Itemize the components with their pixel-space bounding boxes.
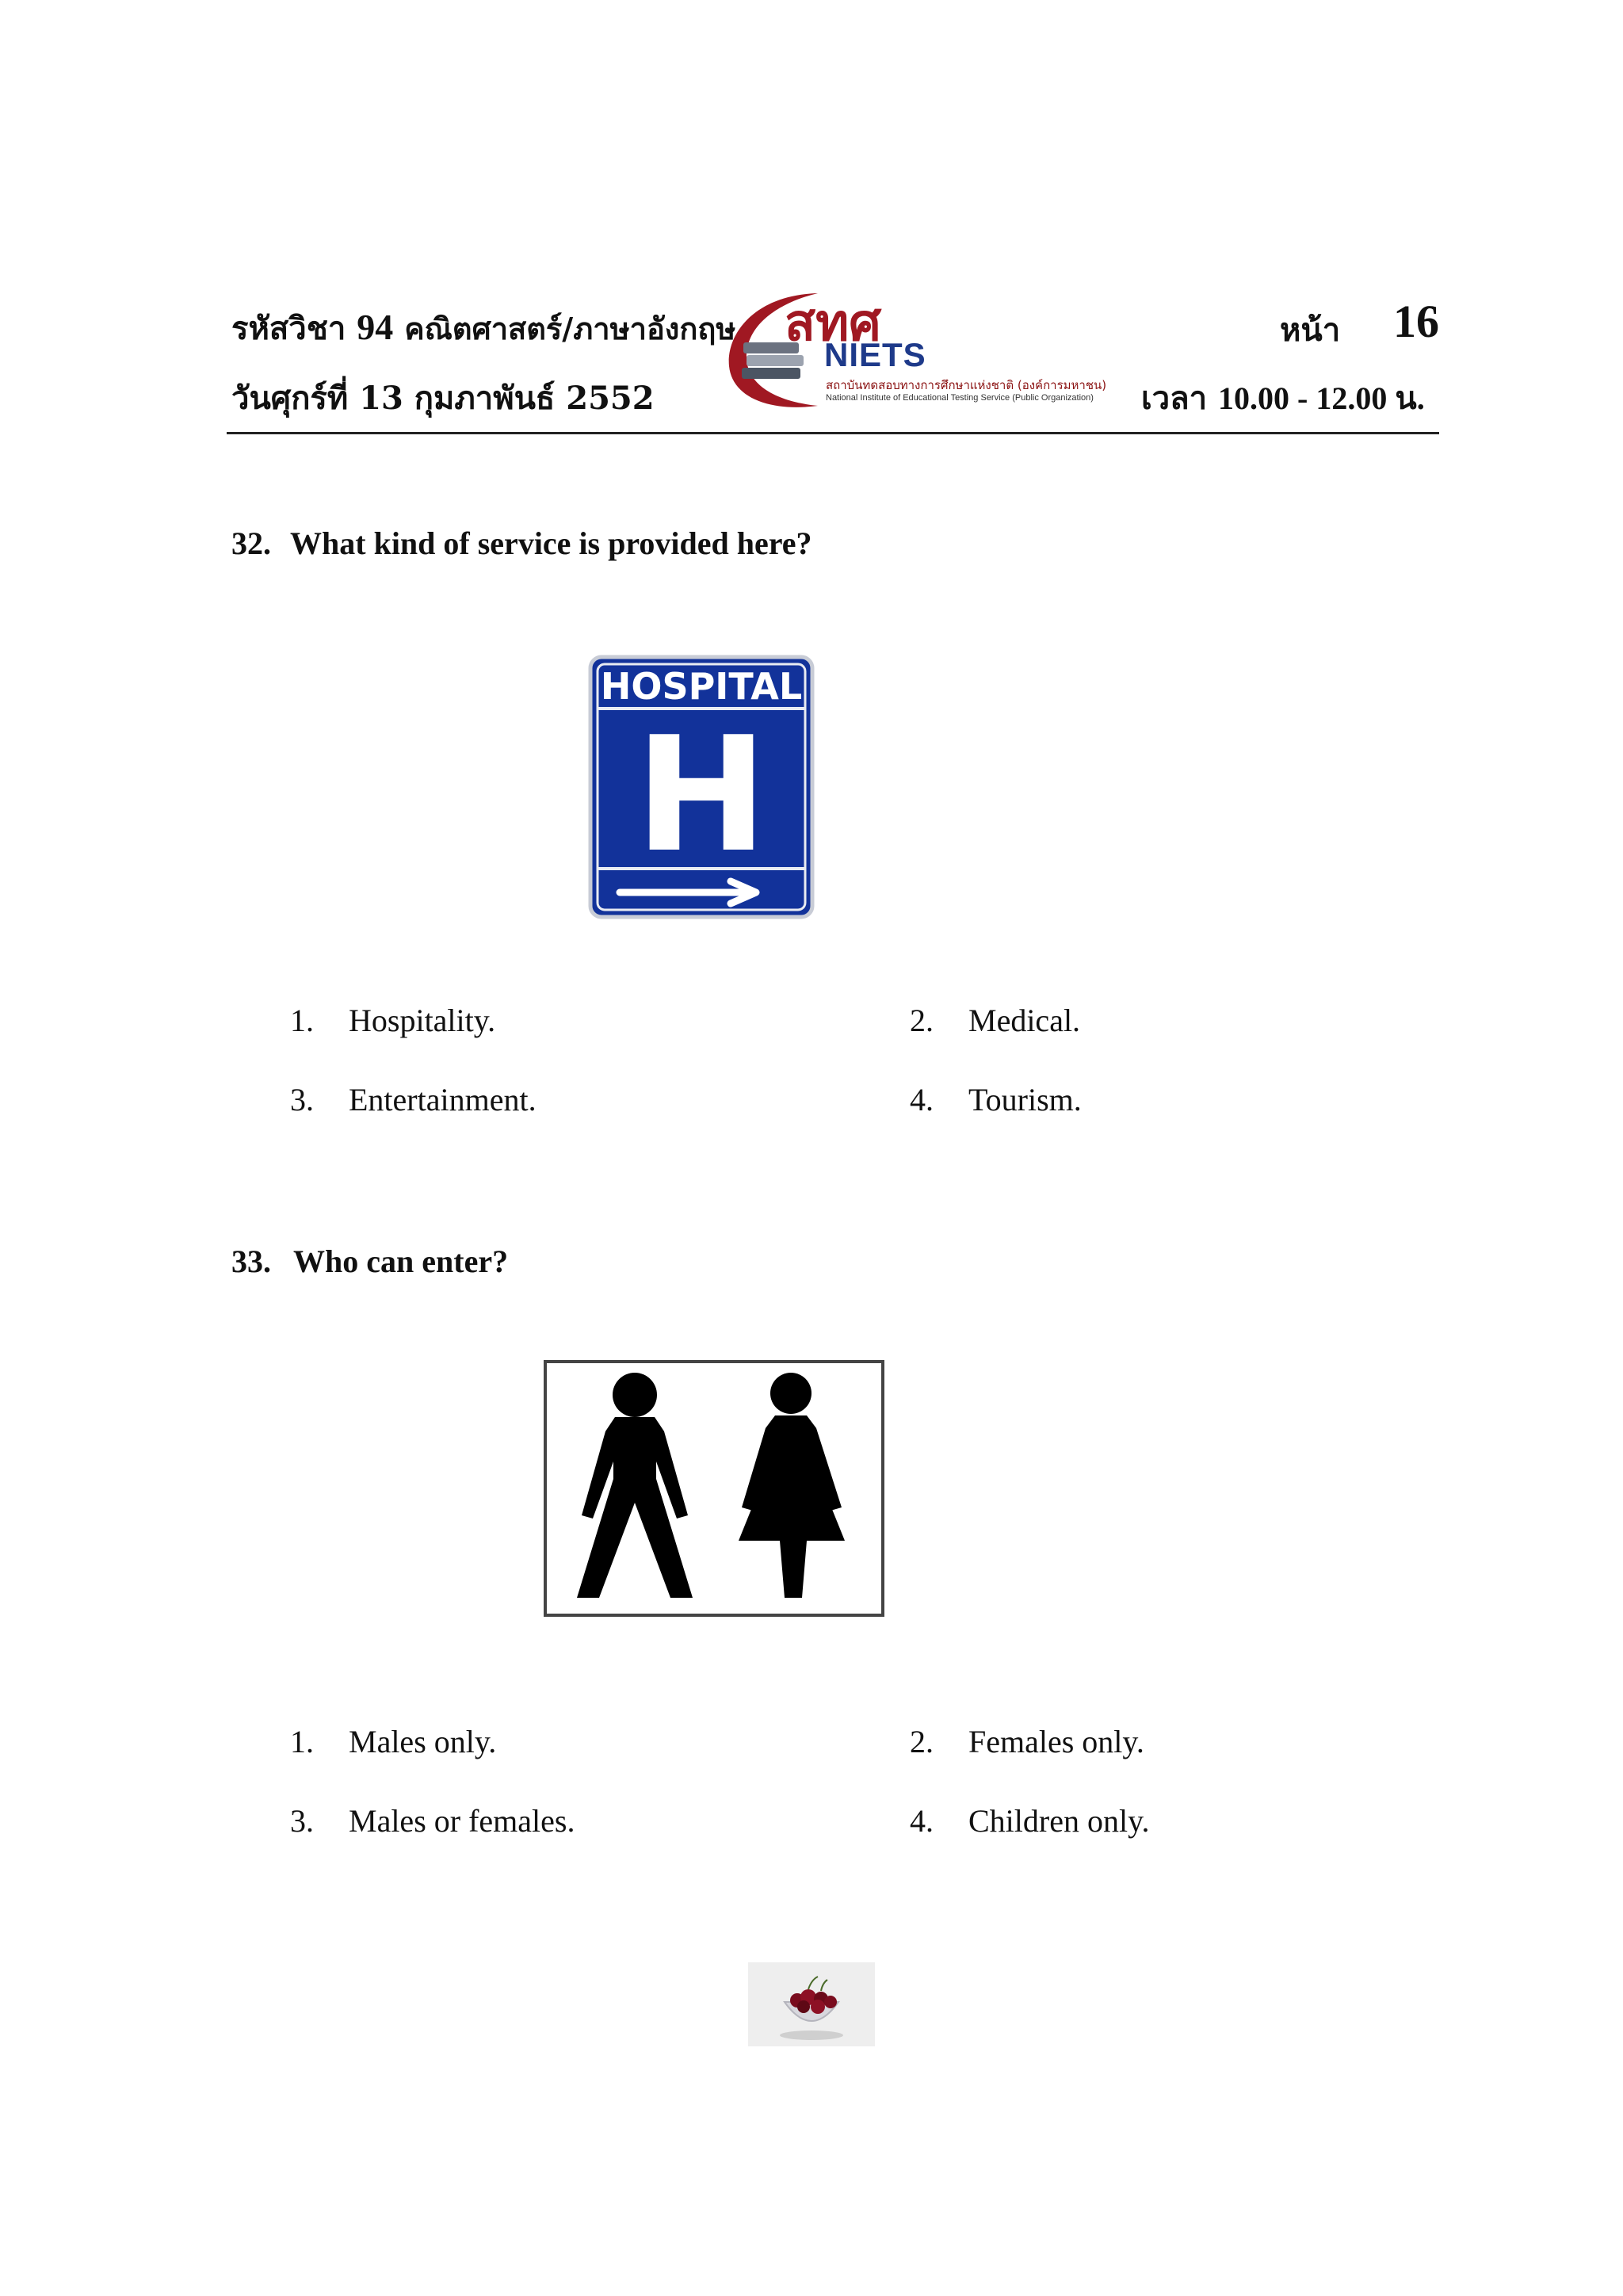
header-time xyxy=(1141,372,1425,423)
option-33-1[interactable] xyxy=(290,1723,496,1760)
option-text: Entertainment. xyxy=(349,1082,537,1117)
option-number: 1. xyxy=(290,1003,314,1038)
option-text: Females only. xyxy=(968,1724,1144,1759)
time-label: เวลา xyxy=(1141,380,1208,417)
page-number: 16 xyxy=(1393,296,1439,347)
option-text: Children only. xyxy=(968,1803,1150,1839)
option-32-3[interactable] xyxy=(290,1081,537,1118)
option-number: 1. xyxy=(290,1724,314,1759)
question-text: What kind of service is provided here? xyxy=(290,525,812,561)
option-number: 3. xyxy=(290,1082,314,1117)
logo-thai-name: สถาบันทดสอบทางการศึกษาแห่งชาติ (องค์การมหาชน) xyxy=(826,378,1107,392)
option-number: 2. xyxy=(910,1003,934,1038)
header-rule xyxy=(227,432,1439,434)
option-number: 2. xyxy=(910,1724,934,1759)
option-number: 4. xyxy=(910,1803,934,1839)
question-number: 32. xyxy=(231,525,271,561)
subject-name: คณิตศาสตร์/ภาษาอังกฤษ xyxy=(404,311,736,346)
option-32-1[interactable] xyxy=(290,1002,495,1039)
option-33-4[interactable] xyxy=(910,1802,1150,1839)
cherry-bowl-icon xyxy=(748,1962,875,2046)
header-date: วันศุกร์ที่ 13 กุมภาพันธ์ 2552 xyxy=(231,380,655,417)
option-text: Hospitality. xyxy=(349,1003,496,1038)
option-number: 3. xyxy=(290,1803,314,1839)
option-text: Tourism. xyxy=(968,1082,1082,1117)
option-number: 4. xyxy=(910,1082,934,1117)
subject-code-label: รหัสวิชา xyxy=(231,310,346,347)
hospital-sign-text: HOSPITAL xyxy=(600,665,803,708)
option-text: Males only. xyxy=(349,1724,497,1759)
question-number: 33. xyxy=(231,1244,271,1279)
option-text: Medical. xyxy=(968,1003,1081,1038)
hospital-sign-letter: H xyxy=(635,703,768,888)
option-32-4[interactable] xyxy=(910,1081,1082,1118)
page-label: หน้า xyxy=(1280,311,1341,349)
time-range: 10.00 - 12.00 น. xyxy=(1218,380,1425,416)
subject-code: 94 xyxy=(357,307,394,347)
logo-english-name: National Institute of Educational Testing Service (Public Organization) xyxy=(826,393,1094,403)
niets-logo xyxy=(723,287,1135,414)
header-subject-line xyxy=(231,303,735,353)
option-33-2[interactable] xyxy=(910,1723,1144,1760)
question-33 xyxy=(231,1243,508,1280)
option-text: Males or females. xyxy=(349,1803,575,1839)
logo-thai-abbrev: สทศ xyxy=(785,294,881,353)
logo-abbrev: NIETS xyxy=(824,336,926,373)
hospital-sign-icon xyxy=(588,655,815,919)
option-33-3[interactable] xyxy=(290,1802,575,1839)
question-text: Who can enter? xyxy=(293,1244,509,1279)
question-32 xyxy=(231,525,812,562)
option-32-2[interactable] xyxy=(910,1002,1080,1039)
male-female-restroom-icon xyxy=(544,1360,884,1617)
